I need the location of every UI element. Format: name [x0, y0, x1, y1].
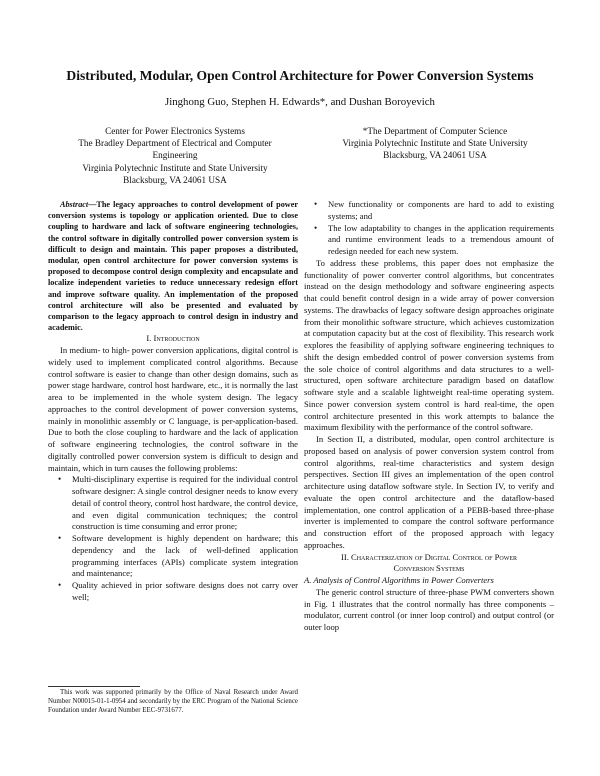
affiliation-line: The Bradley Department of Electrical and Computer Engineering: [78, 138, 272, 161]
affiliation-right: [318, 125, 552, 162]
paper-title: Distributed, Modular, Open Control Architecture for Power Conversion Systems: [66, 68, 534, 83]
left-column: [48, 199, 298, 604]
intro-paragraph-1: In medium- to high- power conversion applications, digital control is widely used to implement complicated control algorithms. Because control software is easier to change than other design domains, such as power stage hardware, control host hardware, etc., it is normally the last area to be implemented in the whole system design. The legacy approaches to the control development of power conversion systems, mainly in monolithic assembly or C language, is per-application-based. Due to both the close coupling to hardware and the lack of application of software engineering technologies, the control software in the digitally controlled power conversion system is difficult to design and maintain, which in turn causes the following problems:: [48, 345, 298, 473]
author-list: Jinghong Guo, Stephen H. Edwards*, and Dushan Boroyevich: [165, 96, 435, 108]
affiliation-line: *The Department of Computer Science: [362, 126, 508, 136]
bullet-icon: •: [58, 580, 62, 591]
section-2-paragraph-1: The generic control structure of three-phase PWM converters shown in Fig. 1 illustrates that the control normally has three components – modulator, current control (or inner loop control) and output control (or outer loop: [304, 586, 554, 632]
abstract: [48, 199, 298, 333]
affiliation-line: Blacksburg, VA 24061 USA: [383, 150, 487, 161]
footnote: This work was supported primarily by the Office of Naval Research under Award Number N00015-01-1-0954 and secondarily by the ERC Program of the National Science Foundation under Award Number EEC-9731677.: [48, 689, 298, 714]
problem-list-left: [48, 474, 298, 603]
problem-list-right: [304, 199, 554, 258]
abstract-lead: Abstract: [60, 200, 89, 209]
right-column: [304, 199, 554, 634]
subsection-a-heading: A. Analysis of Control Algorithms in Power Converters: [304, 575, 494, 585]
bullet-icon: •: [314, 222, 318, 233]
list-item: • Multi-disciplinary expertise is required for the individual control software designer: A single control designer needs to know every detail of control theory, control host hardware, the control device, and even digital communication techniques; the control construction is time consuming and error prone;: [58, 474, 298, 532]
list-item: • Software development is highly dependent on hardware; this dependency and the lack of well-defined application programming interfaces (APIs) complicate system integration and maintenance;: [58, 533, 298, 579]
affiliation-line: Virginia Polytechnic Institute and State University: [342, 138, 528, 149]
abstract-text: —The legacy approaches to control development of power conversion systems is topology or application oriented. Due to close coupling to hardware and lack of software engineering technologies, the control software in digitally controlled power conversion system is difficult to design and maintain. This paper proposes a distributed, modular, open control architecture for power conversion systems is proposed to decompose control design complexity and encapsulate and localize independent varieties to reduce unnecessary redesign effort and improve software quality. An implementation of the proposed control architecture will also be presented and evaluated by comparison to the legacy approach to control design in industry and academic.: [48, 200, 298, 333]
section-1-heading: I. Introduction: [146, 333, 200, 344]
list-item: • The low adaptability to changes in the application requirements and runtime environment leads to a tremendous amount of redesign needed for each new system.: [314, 222, 554, 256]
affiliation-line: Center for Power Electronics Systems: [105, 126, 245, 136]
affiliation-left: [62, 125, 288, 186]
bullet-icon: •: [314, 199, 318, 209]
intro-paragraph-3: In Section II, a distributed, modular, open control architecture is proposed based on analysis of power conversion system control from control algorithms, real-time characteristics and system design perspectives. Section III gives an implementation of the open control architecture using dataflow software style. In Section IV, to verify and evaluate the open control architecture and the dataflow-based implementation, one control application of a PEBB-based three-phase inverter is implemented to compare the control software performance and construction effort of the proposed approach with legacy approaches.: [304, 434, 554, 550]
section-2-heading: II. Characterization of Digital Control of Power Conversion Systems: [340, 551, 518, 574]
bullet-icon: •: [58, 474, 62, 485]
list-item: • Quality achieved in prior software designs does not carry over well;: [58, 580, 298, 602]
affiliation-line: Virginia Polytechnic Institute and State University: [82, 162, 268, 173]
list-item: • New functionality or components are hard to add to existing systems; and: [314, 199, 554, 221]
footnote-divider: [48, 686, 140, 687]
intro-paragraph-2: To address these problems, this paper does not emphasize the functionality of power converter control algorithms, but concentrates instead on the design methodology and software engineering aspects that could benefit control design in a wide array of power conversion systems. The drawbacks of legacy software design approaches originate from their monolithic software structure, which achieves customization at computation capacity but at the cost of flexibility. This research work explores the feasibility of applying software engineering techniques to shift the design embedded control of power conversion systems from the sole choice of control algorithms and data structures to a well-structured, open software architecture paradigm based on dataflow software style and a scalable lightweight real-time operating system. Since power conversion system control is hard real-time, the open control architecture presented in this work attempts to balance the maximum flexibility with the performance of the control software.: [304, 257, 554, 433]
bullet-icon: •: [58, 533, 62, 544]
affiliation-line: Blacksburg, VA 24061 USA: [123, 174, 227, 185]
